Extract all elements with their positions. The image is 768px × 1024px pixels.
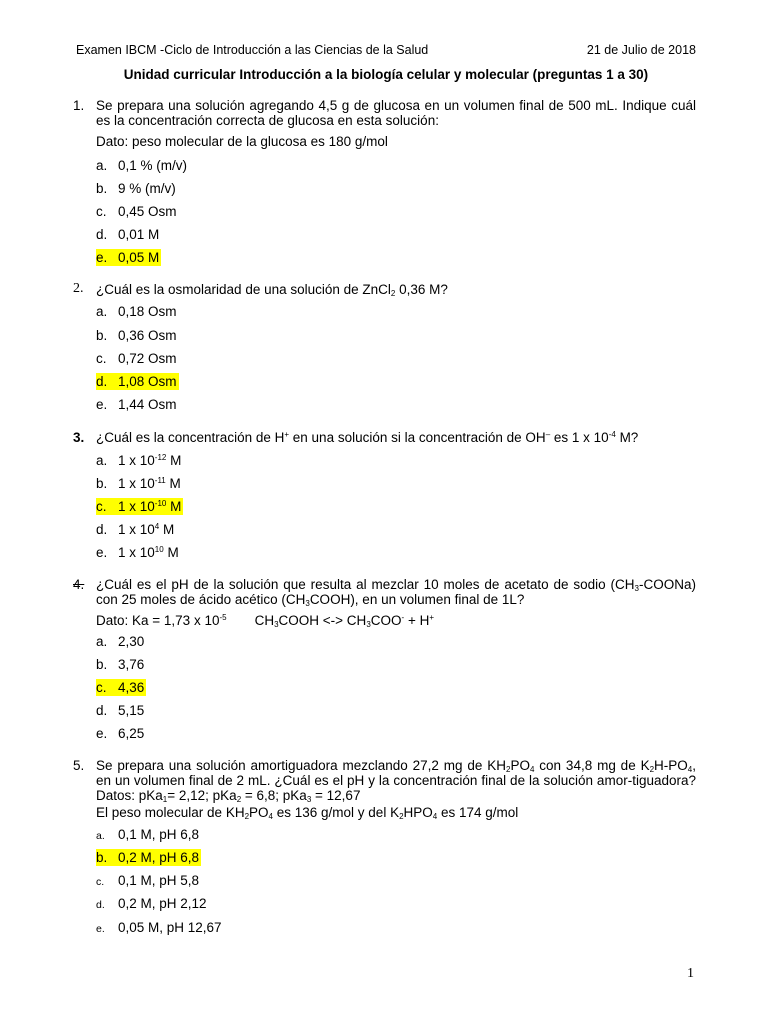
q1-option-b: b. 9 % (m/v): [96, 181, 176, 196]
q4-option-b: b. 3,76: [96, 657, 145, 672]
question-3-number: 3.: [73, 430, 85, 445]
question-2-text: ¿Cuál es la osmolaridad de una solución de ZnCl$_2$ 0,36 M?: [96, 282, 448, 298]
question-4-data: Dato: Ka = 1,73 x $10^{-5}$ $CH_3COOH$ <-> $CH_3COO^- + H^+$: [96, 613, 435, 629]
q3-option-d: d. 1 x $10^4$ M: [96, 522, 175, 537]
page-number: 1: [687, 966, 694, 981]
question-5-number: 5.: [73, 758, 85, 773]
question-1-number: 1.: [73, 98, 85, 113]
acetic-acid-equilibrium: $CH_3COOH$ <-> $CH_3COO^- + H^+$: [254, 613, 435, 629]
page-header: [76, 43, 696, 57]
q5-option-b-highlighted: b. 0,2 M, pH 6,8: [96, 850, 200, 865]
q2-option-a: a. 0,18 Osm: [96, 304, 177, 319]
q2-option-c: c. 0,72 Osm: [96, 351, 177, 366]
q5-option-c: c. 0,1 M, pH 5,8: [96, 873, 200, 888]
q4-option-d: d. 5,15: [96, 703, 145, 718]
question-5-text: Se prepara una solución amortiguadora mezclando 27,2 mg de $KH_2PO_4$ con 34,8 mg de $K_2H-PO_4$, en un volumen final de 2 mL. ¿Cuál es el pH y la concentración final de la solución amor-tiguadora? Datos: pKa$_1$= 2,12; pKa$_2$ = 6,8; pKa$_3$ = 12,67: [96, 758, 696, 804]
q4-option-a: a. 2,30: [96, 634, 145, 649]
q3-option-e: e. 1 x $10^{10}$ M: [96, 545, 179, 560]
header-date: 21 de Julio de 2018: [586, 43, 696, 57]
q1-option-d: d. 0,01 M: [96, 227, 160, 242]
q3-option-b: b. 1 x $10^{-11}$ M: [96, 476, 181, 491]
q1-option-e-highlighted: e. 0,05 M: [96, 250, 160, 265]
header-course: Examen IBCM -Ciclo de Introducción a las Ciencias de la Salud: [76, 43, 429, 57]
question-1-text: Se prepara una solución agregando 4,5 g de glucosa en un volumen final de 500 mL. Indique cuál es la concentración correcta de glucosa en esta solución:: [96, 98, 696, 128]
q2-option-b: b. 0,36 Osm: [96, 328, 177, 343]
q5-option-d: d. 0,2 M, pH 2,12: [96, 896, 207, 911]
question-4-number: 4.: [73, 577, 85, 592]
section-title: Unidad curricular Introducción a la biología celular y molecular (preguntas 1 a 30): [123, 67, 649, 82]
question-3-text: ¿Cuál es la concentración de H+ en una solución si la concentración de OH– es 1 x $10^{-4}$ M?: [96, 430, 639, 445]
q5-option-a: a. 0,1 M, pH 6,8: [96, 827, 200, 842]
q1-option-a: a. 0,1 % (m/v): [96, 158, 188, 173]
question-4-text: ¿Cuál es el pH de la solución que resulta al mezclar 10 moles de acetato de sodio $(CH_3-COONa)$ con 25 moles de ácido acético $(CH_3COOH)$, en un volumen final de 1L?: [96, 577, 696, 608]
q5-option-e: e. 0,05 M, pH 12,67: [96, 920, 222, 935]
q3-option-c-highlighted: c. 1 x $10^{-10}$ M: [96, 499, 182, 514]
q1-option-c: c. 0,45 Osm: [96, 204, 177, 219]
question-1-data: Dato: peso molecular de la glucosa es 180 g/mol: [96, 134, 388, 149]
q4-option-c-highlighted: c. 4,36: [96, 680, 145, 695]
q2-option-e: e. 1,44 Osm: [96, 397, 177, 412]
q2-option-d-highlighted: d. 1,08 Osm: [96, 374, 177, 389]
q4-option-e: e. 6,25: [96, 726, 145, 741]
q3-option-a: a. 1 x $10^{-12}$ M: [96, 453, 182, 468]
question-2-number: 2.: [73, 281, 84, 296]
question-5-data: El peso molecular de $KH_2PO_4$ es 136 g/mol y del $K_2HPO_4$ es 174 g/mol: [96, 805, 519, 821]
